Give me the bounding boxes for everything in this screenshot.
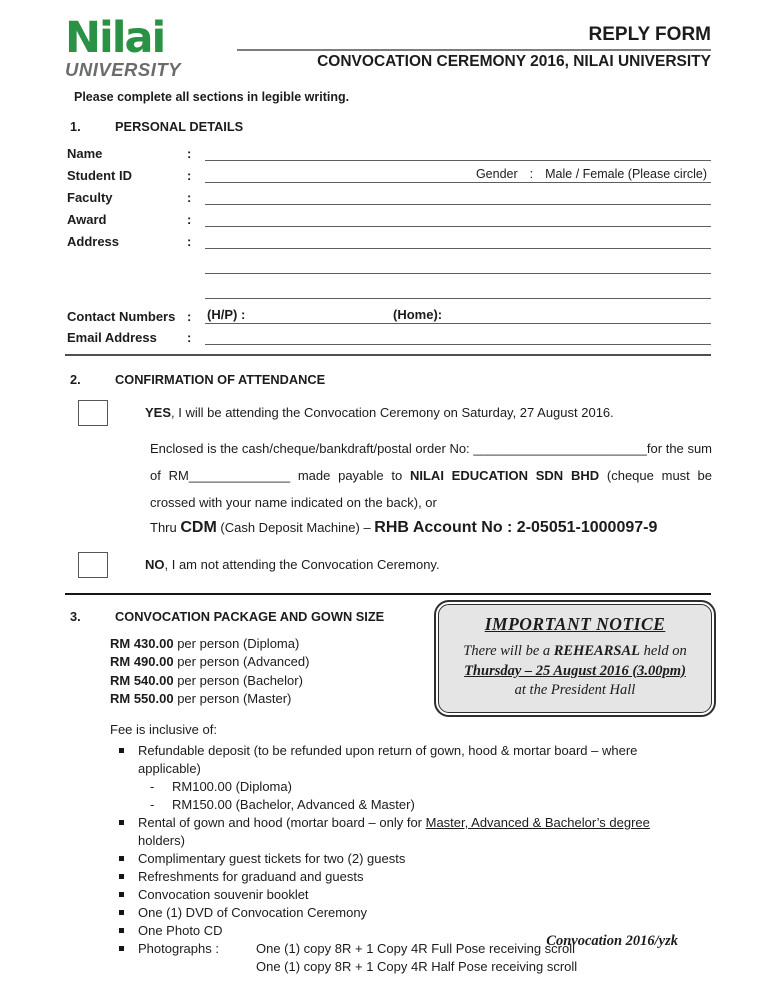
home-phone-label: (Home): [393,306,443,322]
gender-label: Gender [475,166,518,181]
contact-numbers-colon: : [187,308,192,324]
notice-date-line: Thursday – 25 August 2016 (3.00pm) [464,662,686,679]
award-field-row [65,205,711,227]
section-divider [65,354,711,356]
name-input-line[interactable] [205,139,711,161]
dash-icon: - [150,778,155,794]
photographs-label: Photographs : [138,940,219,956]
logo-wordmark: Nilai [65,13,165,63]
fee-inclusive-heading: Fee is inclusive of: [110,721,217,737]
payee-name: NILAI EDUCATION SDN BHD [409,467,600,483]
bullet-icon [119,886,138,904]
instructions-text: Please complete all sections in legible writing. [74,89,350,104]
email-colon: : [187,329,192,345]
list-item-guest-tickets: Complimentary guest tickets for two (2) guests [119,850,681,868]
address-label: Address [67,233,120,249]
student-id-input-line[interactable] [205,161,711,183]
handphone-label: (H/P) : [207,306,246,322]
gender-colon: : [529,166,534,181]
faculty-label: Faculty [67,189,113,205]
gender-options[interactable]: Male / Female (Please circle) [545,166,707,181]
header-titles [237,16,711,81]
list-item-refundable-deposit: Refundable deposit (to be refunded upon return of gown, hood & mortar board – where applicable) [119,742,681,778]
bullet-icon [119,922,138,940]
section2-heading [65,372,711,387]
faculty-input-line[interactable] [205,183,711,205]
photographs-details: One (1) copy 8R + 1 Copy 4R Full Pose receiving scroll One (1) copy 8R + 1 Copy 4R Half Pose receiving scroll [256,940,578,974]
logo-university-text: UNIVERSITY [65,58,182,80]
bullet-icon [119,850,138,868]
list-item-refreshments: Refreshments for graduand and guests [119,868,681,886]
contact-numbers-row [65,303,711,324]
list-item-photo-cd: One Photo CD [119,922,681,940]
gender-field [476,167,707,181]
address-colon: : [187,233,192,249]
payment-instructions: Enclosed is the cash/cheque/bankdraft/postal order No: ________________________for the sum of RM______________ made payable to NILAI EDUCATION SDN BHD (cheque must be crossed with your name indicated on the back), or [150,440,713,510]
student-id-colon: : [187,167,192,183]
bullet-icon [119,940,138,976]
email-address-row [65,324,711,345]
section3-heading [65,609,425,624]
header [65,13,711,81]
contact-numbers-label: Contact Numbers [67,308,176,324]
section-convocation-package [65,609,711,976]
price-advanced: RM 490.00 per person (Advanced) [110,654,310,670]
price-master: RM 550.00 per person (Master) [110,691,292,707]
document-reference: Convocation 2016/yzk [546,933,678,949]
important-notice-box [434,600,716,717]
no-option-row [78,552,711,578]
address-input-line-3[interactable] [205,274,711,299]
section-personal-details [65,119,711,356]
order-no-blank[interactable]: ________________________ [473,440,647,456]
email-input-line[interactable] [205,324,711,345]
award-input-line[interactable] [205,205,711,227]
bullet-icon [119,868,138,886]
cdm-payment-line: Thru CDM (Cash Deposit Machine) – RHB Account No : 2-05051-1000097-9 [150,518,658,536]
bullet-icon [119,742,138,778]
notice-title: IMPORTANT NOTICE [484,613,666,634]
notice-rehearsal-line: There will be a REHEARSAL held on [463,642,687,659]
award-label: Award [67,211,107,227]
dash-icon: - [150,796,155,812]
yes-checkbox[interactable] [78,400,108,426]
no-checkbox[interactable] [78,552,108,578]
student-id-label: Student ID [67,167,132,183]
faculty-field-row [65,183,711,205]
form-title: REPLY FORM [588,24,711,45]
contact-numbers-input-line[interactable] [205,303,711,324]
section-divider-bold [65,593,711,595]
name-colon: : [187,145,192,161]
section3-number: 3. [70,608,81,624]
section1-number: 1. [70,118,81,134]
student-id-field-row [65,161,711,183]
name-field-row [65,139,711,161]
list-subitem-deposit-others: - RM150.00 (Bachelor, Advanced & Master) [150,796,415,812]
bullet-icon [119,904,138,922]
cdm-label: CDM [180,518,217,536]
list-subitem-deposit-diploma: - RM100.00 (Diploma) [150,778,292,794]
address-input-line-1[interactable] [205,227,711,249]
list-item-dvd: One (1) DVD of Convocation Ceremony [119,904,681,922]
address-field-row [65,227,711,249]
form-subtitle: CONVOCATION CEREMONY 2016, NILAI UNIVERSITY [317,52,711,70]
no-option-text: NO, I am not attending the Convocation Ceremony. [145,557,440,573]
section2-number: 2. [70,371,81,387]
section1-heading [65,119,711,134]
list-item-gown-rental: Rental of gown and hood (mortar board – only for Master, Advanced & Bachelor’s degree holders) [119,814,681,850]
yes-option-row [78,400,711,426]
price-bachelor: RM 540.00 per person (Bachelor) [110,672,303,688]
notice-venue-line: at the President Hall [514,682,636,699]
yes-option-text: YES, I will be attending the Convocation Ceremony on Saturday, 27 August 2016. [145,405,614,421]
bullet-icon [119,814,138,850]
section-confirmation-of-attendance [65,372,711,595]
address-extra-row [65,274,711,299]
list-item-souvenir-booklet: Convocation souvenir booklet [119,886,681,904]
section3-title: CONVOCATION PACKAGE AND GOWN SIZE [115,608,385,624]
email-label: Email Address [67,329,157,345]
amount-blank[interactable]: ______________ [188,467,291,483]
price-diploma: RM 430.00 per person (Diploma) [110,635,300,651]
section2-title: CONFIRMATION OF ATTENDANCE [115,371,326,387]
university-logo [65,13,237,81]
name-label: Name [67,145,103,161]
header-divider [237,49,711,51]
faculty-colon: : [187,189,192,205]
address-extra-row [65,249,711,274]
address-input-line-2[interactable] [205,249,711,274]
section1-title: PERSONAL DETAILS [115,118,244,134]
award-colon: : [187,211,192,227]
rhb-account-number: RHB Account No : 2-05051-1000097-9 [374,518,658,536]
